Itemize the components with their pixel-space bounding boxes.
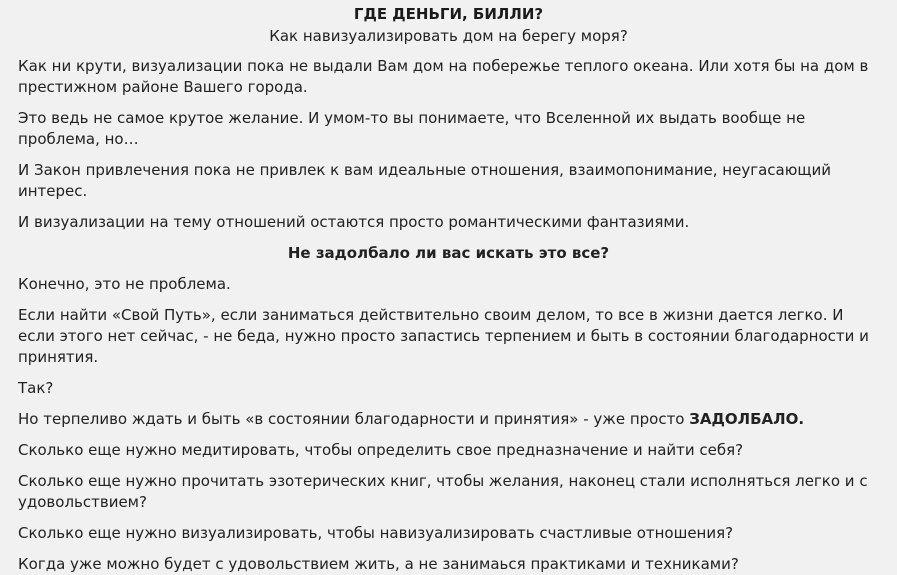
paragraph-house: Как ни крути, визуализации пока не выдали Вам дом на побережье теплого океана. Или хотя бы на дом в престижном районе Вашего города. (18, 57, 869, 96)
paragraph-fed-up-text: Но терпеливо ждать и быть «в состоянии благодарности и принятия» - уже просто (18, 410, 690, 428)
paragraph-relationship-visualization: И визуализации на тему отношений остаются просто романтическими фантазиями. (18, 213, 690, 231)
article-title: ГДЕ ДЕНЬГИ, БИЛЛИ? (353, 5, 544, 23)
paragraph-law-of-attraction: И Закон привлечения пока не привлек к вам идеальные отношения, взаимопонимание, неугасающий интерес. (18, 161, 831, 200)
paragraph-fed-up (18, 409, 879, 430)
paragraph-right: Так? (18, 379, 54, 397)
emphasis-fed-up: ЗАДОЛБАЛО. (689, 410, 805, 428)
paragraph-not-a-problem: Конечно, это не проблема. (18, 275, 231, 293)
paragraph-books: Сколько еще нужно прочитать эзотерических книг, чтобы желания, наконец стали исполняться легко и с удовольствием? (18, 472, 868, 511)
paragraph-live: Когда уже можно будет с удовольствием жить, а не занимаься практиками и техниками? (18, 555, 739, 573)
paragraph-desire: Это ведь не самое крутое желание. И умом-то вы понимаете, что Вселенной их выдать вообще не проблема, но… (18, 109, 806, 148)
section-heading: Не задолбало ли вас искать это все? (287, 244, 610, 262)
paragraph-meditate: Сколько еще нужно медитировать, чтобы определить свое предназначение и найти себя? (18, 441, 744, 459)
article-subtitle: Как навизуализировать дом на берегу моря? (269, 27, 628, 45)
paragraph-visualize: Сколько еще нужно визуализировать, чтобы навизуализировать счастливые отношения? (18, 524, 734, 542)
paragraph-own-path: Если найти «Свой Путь», если заниматься действительно своим делом, то все в жизни дается легко. И если этого нет сейчас, - не беда, нужно просто запастись терпением и быть в состоянии благодарности и принятия. (18, 306, 869, 366)
